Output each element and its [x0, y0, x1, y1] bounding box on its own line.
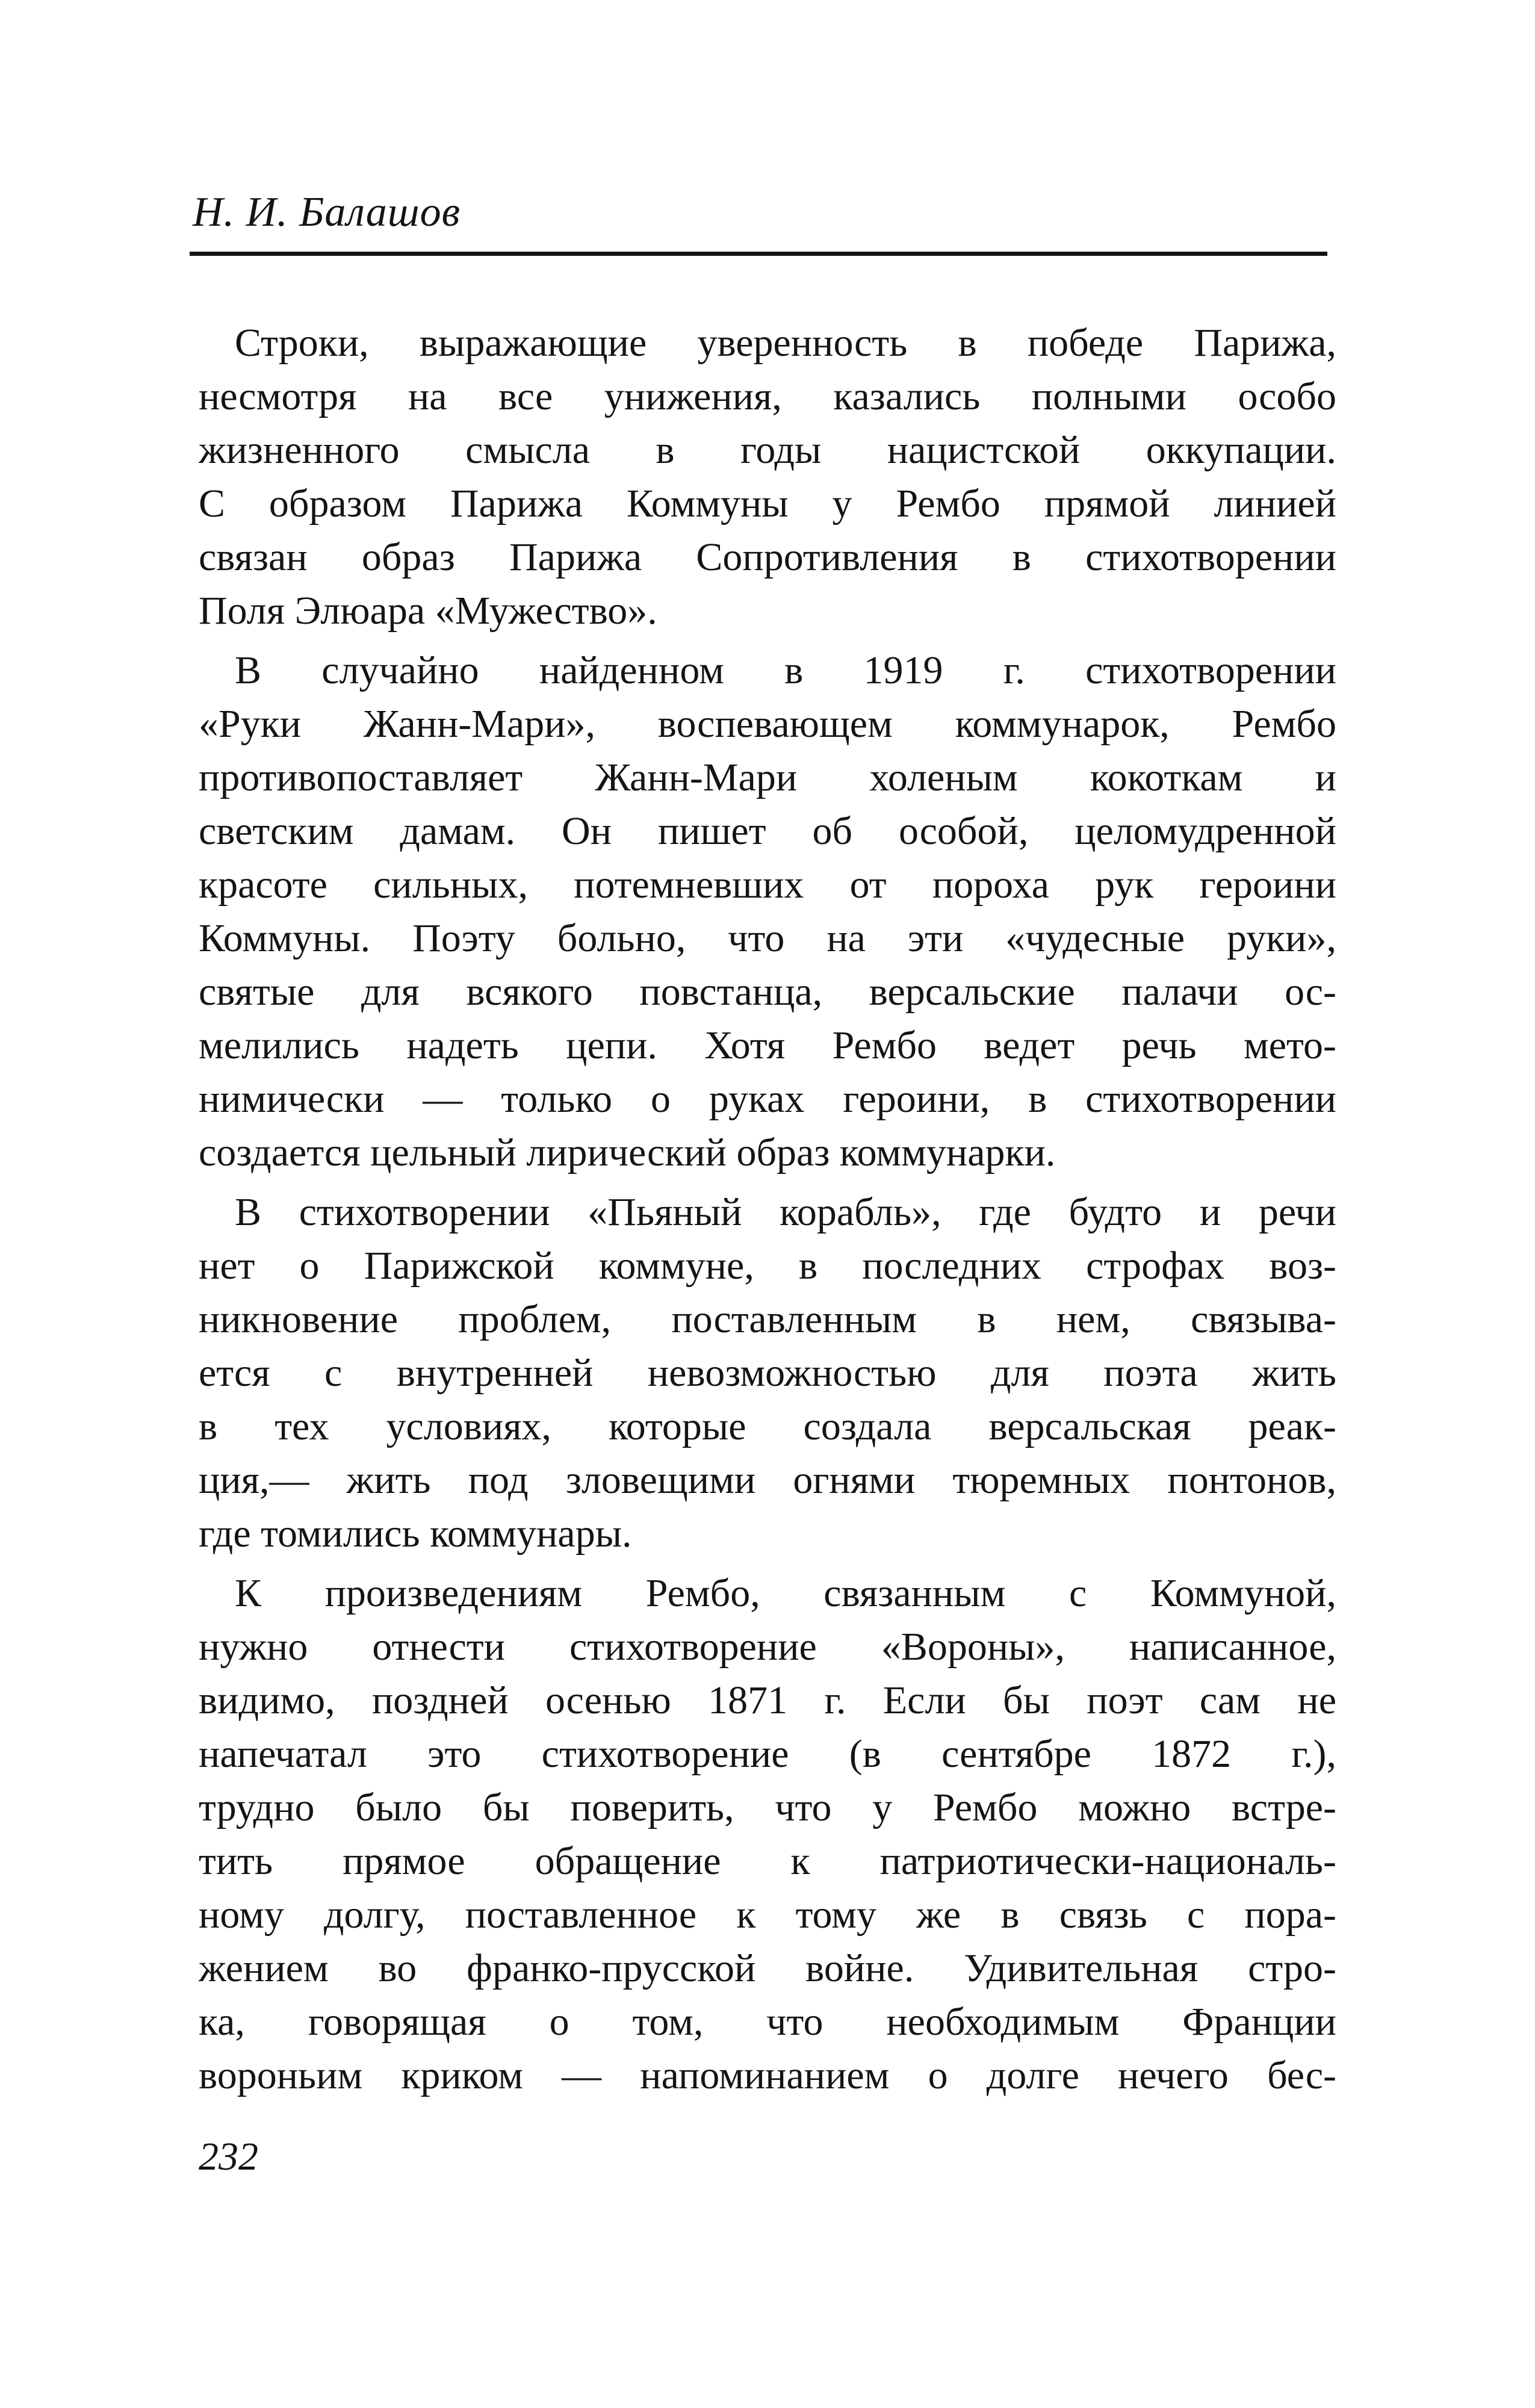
text-line: жизненного смысла в годы нацистской оккупации.: [199, 428, 1336, 472]
text-line: создается цельный лирический образ коммунарки.: [199, 1131, 1056, 1175]
text-line: противопоставляет Жанн-Мари холеным кокоткам и: [199, 756, 1336, 799]
text-line: нет о Парижской коммуне, в последних строфах воз-: [199, 1244, 1336, 1288]
text-line: К произведениям Рембо, связанным с Коммуной,: [235, 1571, 1336, 1615]
text-line: В случайно найденном в 1919 г. стихотворении: [235, 648, 1336, 692]
text-line: напечатал это стихотворение (в сентябре 1872 г.),: [199, 1732, 1336, 1776]
text-line: В стихотворении «Пьяный корабль», где будто и речи: [235, 1190, 1336, 1234]
paragraph-2: [199, 644, 1336, 1179]
text-line: С образом Парижа Коммуны у Рембо прямой линией: [199, 482, 1336, 526]
text-line: в тех условиях, которые создала версальская реак-: [199, 1404, 1336, 1448]
running-head-author: Н. И. Балашов: [193, 189, 460, 235]
text-line: связан образ Парижа Сопротивления в стихотворении: [199, 535, 1336, 579]
text-line: ному долгу, поставленное к тому же в связь с пора-: [199, 1893, 1336, 1937]
text-line: несмотря на все унижения, казались полными особо: [199, 374, 1336, 418]
header-rule: [190, 252, 1327, 256]
page-number: 232: [199, 2135, 258, 2179]
body-text: [199, 316, 1336, 2108]
text-line: видимо, поздней осенью 1871 г. Если бы поэт сам не: [199, 1678, 1336, 1722]
text-line: тить прямое обращение к патриотически-националь-: [199, 1839, 1336, 1883]
text-line: нужно отнести стихотворение «Вороны», написанное,: [199, 1625, 1336, 1669]
text-line: святые для всякого повстанца, версальские палачи ос-: [199, 970, 1336, 1014]
text-line: жением во франко-прусской войне. Удивительная стро-: [199, 1946, 1336, 1990]
text-line: вороньим криком — напоминанием о долге нечего бес-: [199, 2053, 1336, 2097]
text-line: мелились надеть цепи. Хотя Рембо ведет речь мето-: [199, 1023, 1336, 1067]
text-line: где томились коммунары.: [199, 1512, 632, 1556]
text-line: «Руки Жанн-Мари», воспевающем коммунарок, Рембо: [199, 702, 1336, 746]
text-line: ка, говорящая о том, что необходимым Франции: [199, 2000, 1336, 2044]
text-line: Строки, выражающие уверенность в победе Парижа,: [235, 321, 1336, 365]
text-line: красоте сильных, потемневших от пороха рук героини: [199, 863, 1336, 907]
text-line: трудно было бы поверить, что у Рембо можно встре-: [199, 1786, 1336, 1829]
text-line: ция,— жить под зловещими огнями тюремных понтонов,: [199, 1458, 1336, 1502]
text-line: нимически — только о руках героини, в стихотворении: [199, 1077, 1336, 1121]
text-line: Коммуны. Поэту больно, что на эти «чудесные руки»,: [199, 916, 1336, 960]
paragraph-3: [199, 1185, 1336, 1560]
paragraph-1: [199, 316, 1336, 638]
text-line: ется с внутренней невозможностью для поэта жить: [199, 1351, 1336, 1395]
text-line: никновение проблем, поставленным в нем, связыва-: [199, 1297, 1336, 1341]
text-line: Поля Элюара «Мужество».: [199, 589, 657, 633]
text-line: светским дамам. Он пишет об особой, целомудренной: [199, 809, 1336, 853]
paragraph-4: [199, 1566, 1336, 2102]
